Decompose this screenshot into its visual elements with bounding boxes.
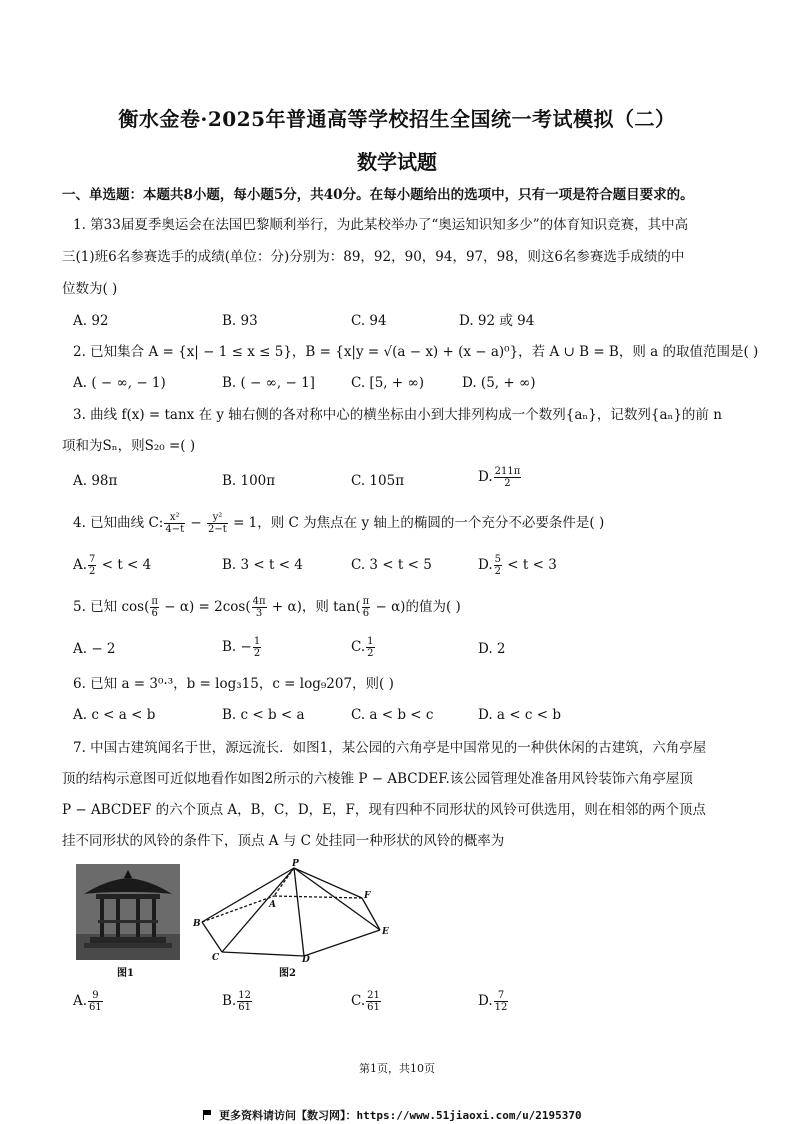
q6-option-b: B. c < b < a — [222, 707, 305, 723]
q3-option-c: C. 105π — [351, 473, 405, 489]
q6-stem: 6. 已知 a = 3⁰·³，b = log₃15，c = log₉207，则( ) — [73, 676, 394, 692]
q6-option-d: D. a < c < b — [478, 707, 561, 723]
q4-option-a: A. $\frac{7}{2}$ < t < 4 — [73, 554, 152, 577]
section-heading: 一、单选题：本题共8小题，每小题5分，共40分。在每小题给出的选项中，只有一项是符合题目要求的。 — [62, 187, 694, 203]
vertex-label-p: P — [292, 859, 299, 869]
q2-option-b: B. ( − ∞, − 1] — [222, 375, 315, 391]
resource-link[interactable]: 更多资料请访问【数习网】：https://www.51jiaoxi.com/u/2195370 — [203, 1107, 582, 1123]
q7-line1: 7. 中国古建筑闻名于世，源远流长．如图1，某公园的六角亭是中国常见的一种供休闲的古建筑，六角亭屋 — [73, 740, 707, 756]
q4-stem: 4. 已知曲线 C: $\frac{\text{x²}}{4-t}$ − $\frac{\text{y²}}{2-t}$ = 1，则 C 为焦点在 y 轴上的椭圆的一个充分不必要条件是( ) — [73, 512, 605, 535]
q7-line2: 顶的结构示意图可近似地看作如图2所示的六棱锥 P − ABCDEF.该公园管理处准备用风铃装饰六角亭屋顶 — [62, 771, 693, 787]
q5-option-a: A. − 2 — [73, 641, 116, 657]
q6-option-a: A. c < a < b — [73, 707, 156, 723]
q6-option-c: C. a < b < c — [351, 707, 434, 723]
q1-option-c: C. 94 — [351, 313, 387, 329]
q7-line4: 挂不同形状的风铃的条件下，顶点 A 与 C 处挂同一种形状的风铃的概率为 — [62, 833, 505, 849]
q2-option-a: A. ( − ∞, − 1) — [73, 375, 166, 391]
q3-option-d: D. $\frac{211\pi}{2}$ — [478, 466, 521, 489]
q1-option-a: A. 92 — [73, 313, 109, 329]
q5-option-b: B. − $\frac{1}{2}$ — [222, 636, 261, 659]
flag-icon — [203, 1110, 213, 1120]
vertex-label-f: F — [364, 891, 371, 901]
q3-option-b: B. 100π — [222, 473, 276, 489]
q7-option-d: D. $\frac{7}{12}$ — [478, 990, 508, 1013]
q7-line3: P − ABCDEF 的六个顶点 A，B，C，D，E，F，现有四种不同形状的风铃可供选用，则在相邻的两个顶点 — [62, 802, 706, 818]
figure-2-caption: 图2 — [279, 968, 296, 979]
q7-option-a: A. $\frac{9}{61}$ — [73, 990, 102, 1013]
q3-line2: 项和为Sₙ，则S₂₀ =( ) — [62, 438, 196, 454]
q2-option-d: D. (5, + ∞) — [462, 375, 536, 391]
q1-line1: 1. 第33届夏季奥运会在法国巴黎顺利举行，为此某校举办了“奥运知识知多少”的体育知识竞赛，其中高 — [73, 217, 689, 233]
vertex-label-e: E — [382, 927, 389, 937]
q3-option-a: A. 98π — [73, 473, 118, 489]
q5-stem: 5. 已知 cos( $\frac{\pi}{6}$ − α) = 2cos( $\frac{4\pi}{3}$ + α)，则 tan( $\frac{\pi}{6}$ − α)的值为( ) — [73, 596, 461, 619]
q5-option-d: D. 2 — [478, 641, 506, 657]
q4-option-c: C. 3 < t < 5 — [351, 557, 432, 573]
fraction: $\frac{211\pi}{2}$ — [494, 466, 521, 489]
vertex-label-b: B — [193, 919, 201, 929]
exam-subtitle: 数学试题 — [357, 150, 437, 174]
q1-line2: 三(1)班6名参赛选手的成绩(单位：分)分别为：89，92，90，94，97，98，则这6名参赛选手成绩的中 — [62, 249, 685, 265]
q2-stem: 2. 已知集合 A = {x| − 1 ≤ x ≤ 5}，B = {x|y = √(a − x) + (x − a)⁰}，若 A ∪ B = B，则 a 的取值范围是( ) — [73, 344, 759, 360]
q7-option-b: B. $\frac{12}{61}$ — [222, 990, 251, 1013]
hexagonal-pyramid-diagram — [188, 858, 398, 962]
pavilion-icon — [76, 864, 180, 960]
vertex-label-a: A — [269, 900, 276, 910]
q1-option-b: B. 93 — [222, 313, 258, 329]
q7-option-c: C. $\frac{21}{61}$ — [351, 990, 380, 1013]
q5-option-c: C. $\frac{1}{2}$ — [351, 636, 374, 659]
pavilion-photo — [76, 864, 180, 960]
q3-line1: 3. 曲线 f(x) = tanx 在 y 轴右侧的各对称中心的横坐标由小到大排列构成一个数列{aₙ}，记数列{aₙ}的前 n — [73, 407, 722, 423]
q1-line3: 位数为( ) — [62, 281, 118, 297]
vertex-label-c: C — [212, 953, 220, 962]
q1-option-d: D. 92 或 94 — [459, 313, 535, 329]
page-number: 第1页，共10页 — [359, 1062, 435, 1075]
q4-option-d: D. $\frac{5}{2}$ < t < 3 — [478, 554, 557, 577]
figure-1-caption: 图1 — [117, 968, 134, 979]
q2-option-c: C. [5, + ∞) — [351, 375, 424, 391]
vertex-label-d: D — [302, 955, 310, 962]
q4-option-b: B. 3 < t < 4 — [222, 557, 303, 573]
exam-title: 衡水金卷·2025年普通高等学校招生全国统一考试模拟（二） — [118, 107, 676, 131]
